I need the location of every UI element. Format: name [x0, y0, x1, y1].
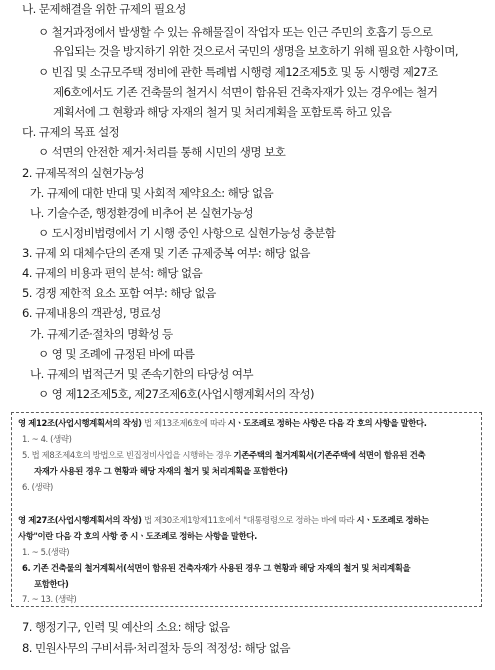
ref-item: 6. 기존 건축물의 철거계획서(석면이 함유된 건축자재가 사용된 경우 그 현황과 해당 자재의 철거 및 처리계획을 [22, 563, 411, 573]
ref-item: 1. ~ 4. (생략) [22, 434, 72, 444]
bullet-line: ㅇ 석면의 안전한 제거·처리를 통해 시민의 생명 보호 [38, 145, 286, 159]
section-heading-need: 나. 문제해결을 위한 규제의 필요성 [22, 2, 186, 16]
subsection-heading: 가. 규제에 대한 반대 및 사회적 제약요소: 해당 없음 [30, 186, 274, 200]
ref-item-continuation: 자재가 사용된 경우 그 현황과 해당 자재의 철거 및 처리계획을 포함한다) [34, 466, 288, 476]
bullet-line: ㅇ 영 및 조례에 규정된 바에 따름 [38, 347, 195, 361]
bullet-continuation: 계획서에 그 현황과 해당 자재의 철거 및 처리계획을 포함토록 하고 있음 [53, 105, 392, 119]
section-heading-6: 6. 규제내용의 객관성, 명료성 [22, 306, 161, 320]
ref-item: 1. ~ 5.(생략) [22, 547, 70, 557]
subsection-heading: 나. 규제의 법적근거 및 존속기한의 타당성 여부 [30, 367, 253, 381]
bullet-line: ㅇ 도시정비법령에서 기 시행 중인 사항으로 실현가능성 충분함 [38, 226, 336, 240]
section-heading-goal: 다. 규제의 목표 설정 [22, 125, 120, 139]
bullet-line: ㅇ 철거과정에서 발생할 수 있는 유해물질이 작업자 또는 인근 주민의 호흡기 등으로 [38, 25, 433, 39]
section-heading-8: 8. 민원사무의 구비서류·처리절차 등의 적정성: 해당 없음 [22, 641, 290, 655]
section-heading-5: 5. 경쟁 제한적 요소 포함 여부: 해당 없음 [22, 286, 216, 300]
ref-item: 7. ~ 13. (생략) [22, 594, 77, 604]
section-heading-4: 4. 규제의 비용과 편익 분석: 해당 없음 [22, 266, 203, 280]
ref-item: 6. (생략) [22, 482, 53, 492]
ref-heading-continuation: 사항"이란 다음 각 호의 사항 중 시ㆍ도조례로 정하는 사항을 말한다. [18, 531, 257, 541]
section-heading-3: 3. 규제 외 대체수단의 존재 및 기존 규제중복 여부: 해당 없음 [22, 246, 310, 260]
bullet-line: ㅇ 영 제12조제5호, 제27조제6호(사업시행계획서의 작성) [38, 387, 314, 401]
bullet-line: ㅇ 빈집 및 소규모주택 정비에 관한 특례법 시행령 제12조제5호 및 동 시행령 제27조 [38, 65, 438, 79]
ref-article-12-heading: 영 제12조(사업시행계획서의 작성) 법 제13조제6호에 따라 시ㆍ도조례로 정하는 사항은 다음 각 호의 사항을 말한다. [18, 418, 427, 428]
subsection-heading: 가. 규제기준·절차의 명확성 등 [30, 327, 173, 341]
ref-item: 5. 법 제8조제4호의 방법으로 빈집정비사업을 시행하는 경우 기존주택의 철거계획서(기존주택에 석면이 함유된 건축 [22, 450, 426, 460]
ref-article-27-heading: 영 제27조(사업시행계획서의 작성) 법 제30조제1항제11호에서 "대통령령으로 정하는 바에 따라 시ㆍ도조례로 정하는 [18, 515, 429, 525]
subsection-heading: 나. 기술수준, 행정환경에 비추어 본 실현가능성 [30, 206, 253, 220]
section-heading-7: 7. 행정기구, 인력 및 예산의 소요: 해당 없음 [22, 620, 230, 634]
section-heading-2: 2. 규제목적의 실현가능성 [22, 166, 145, 180]
legal-reference-box [11, 412, 482, 607]
bullet-continuation: 유입되는 것을 방지하기 위한 것으로서 국민의 생명을 보호하기 위해 필요한 사항이며, [53, 44, 458, 58]
bullet-continuation: 제6호에서도 기존 건축물의 철거시 석면이 함유된 건축자재가 있는 경우에는 철거 [53, 85, 438, 99]
ref-item-continuation: 포함한다) [34, 579, 69, 589]
